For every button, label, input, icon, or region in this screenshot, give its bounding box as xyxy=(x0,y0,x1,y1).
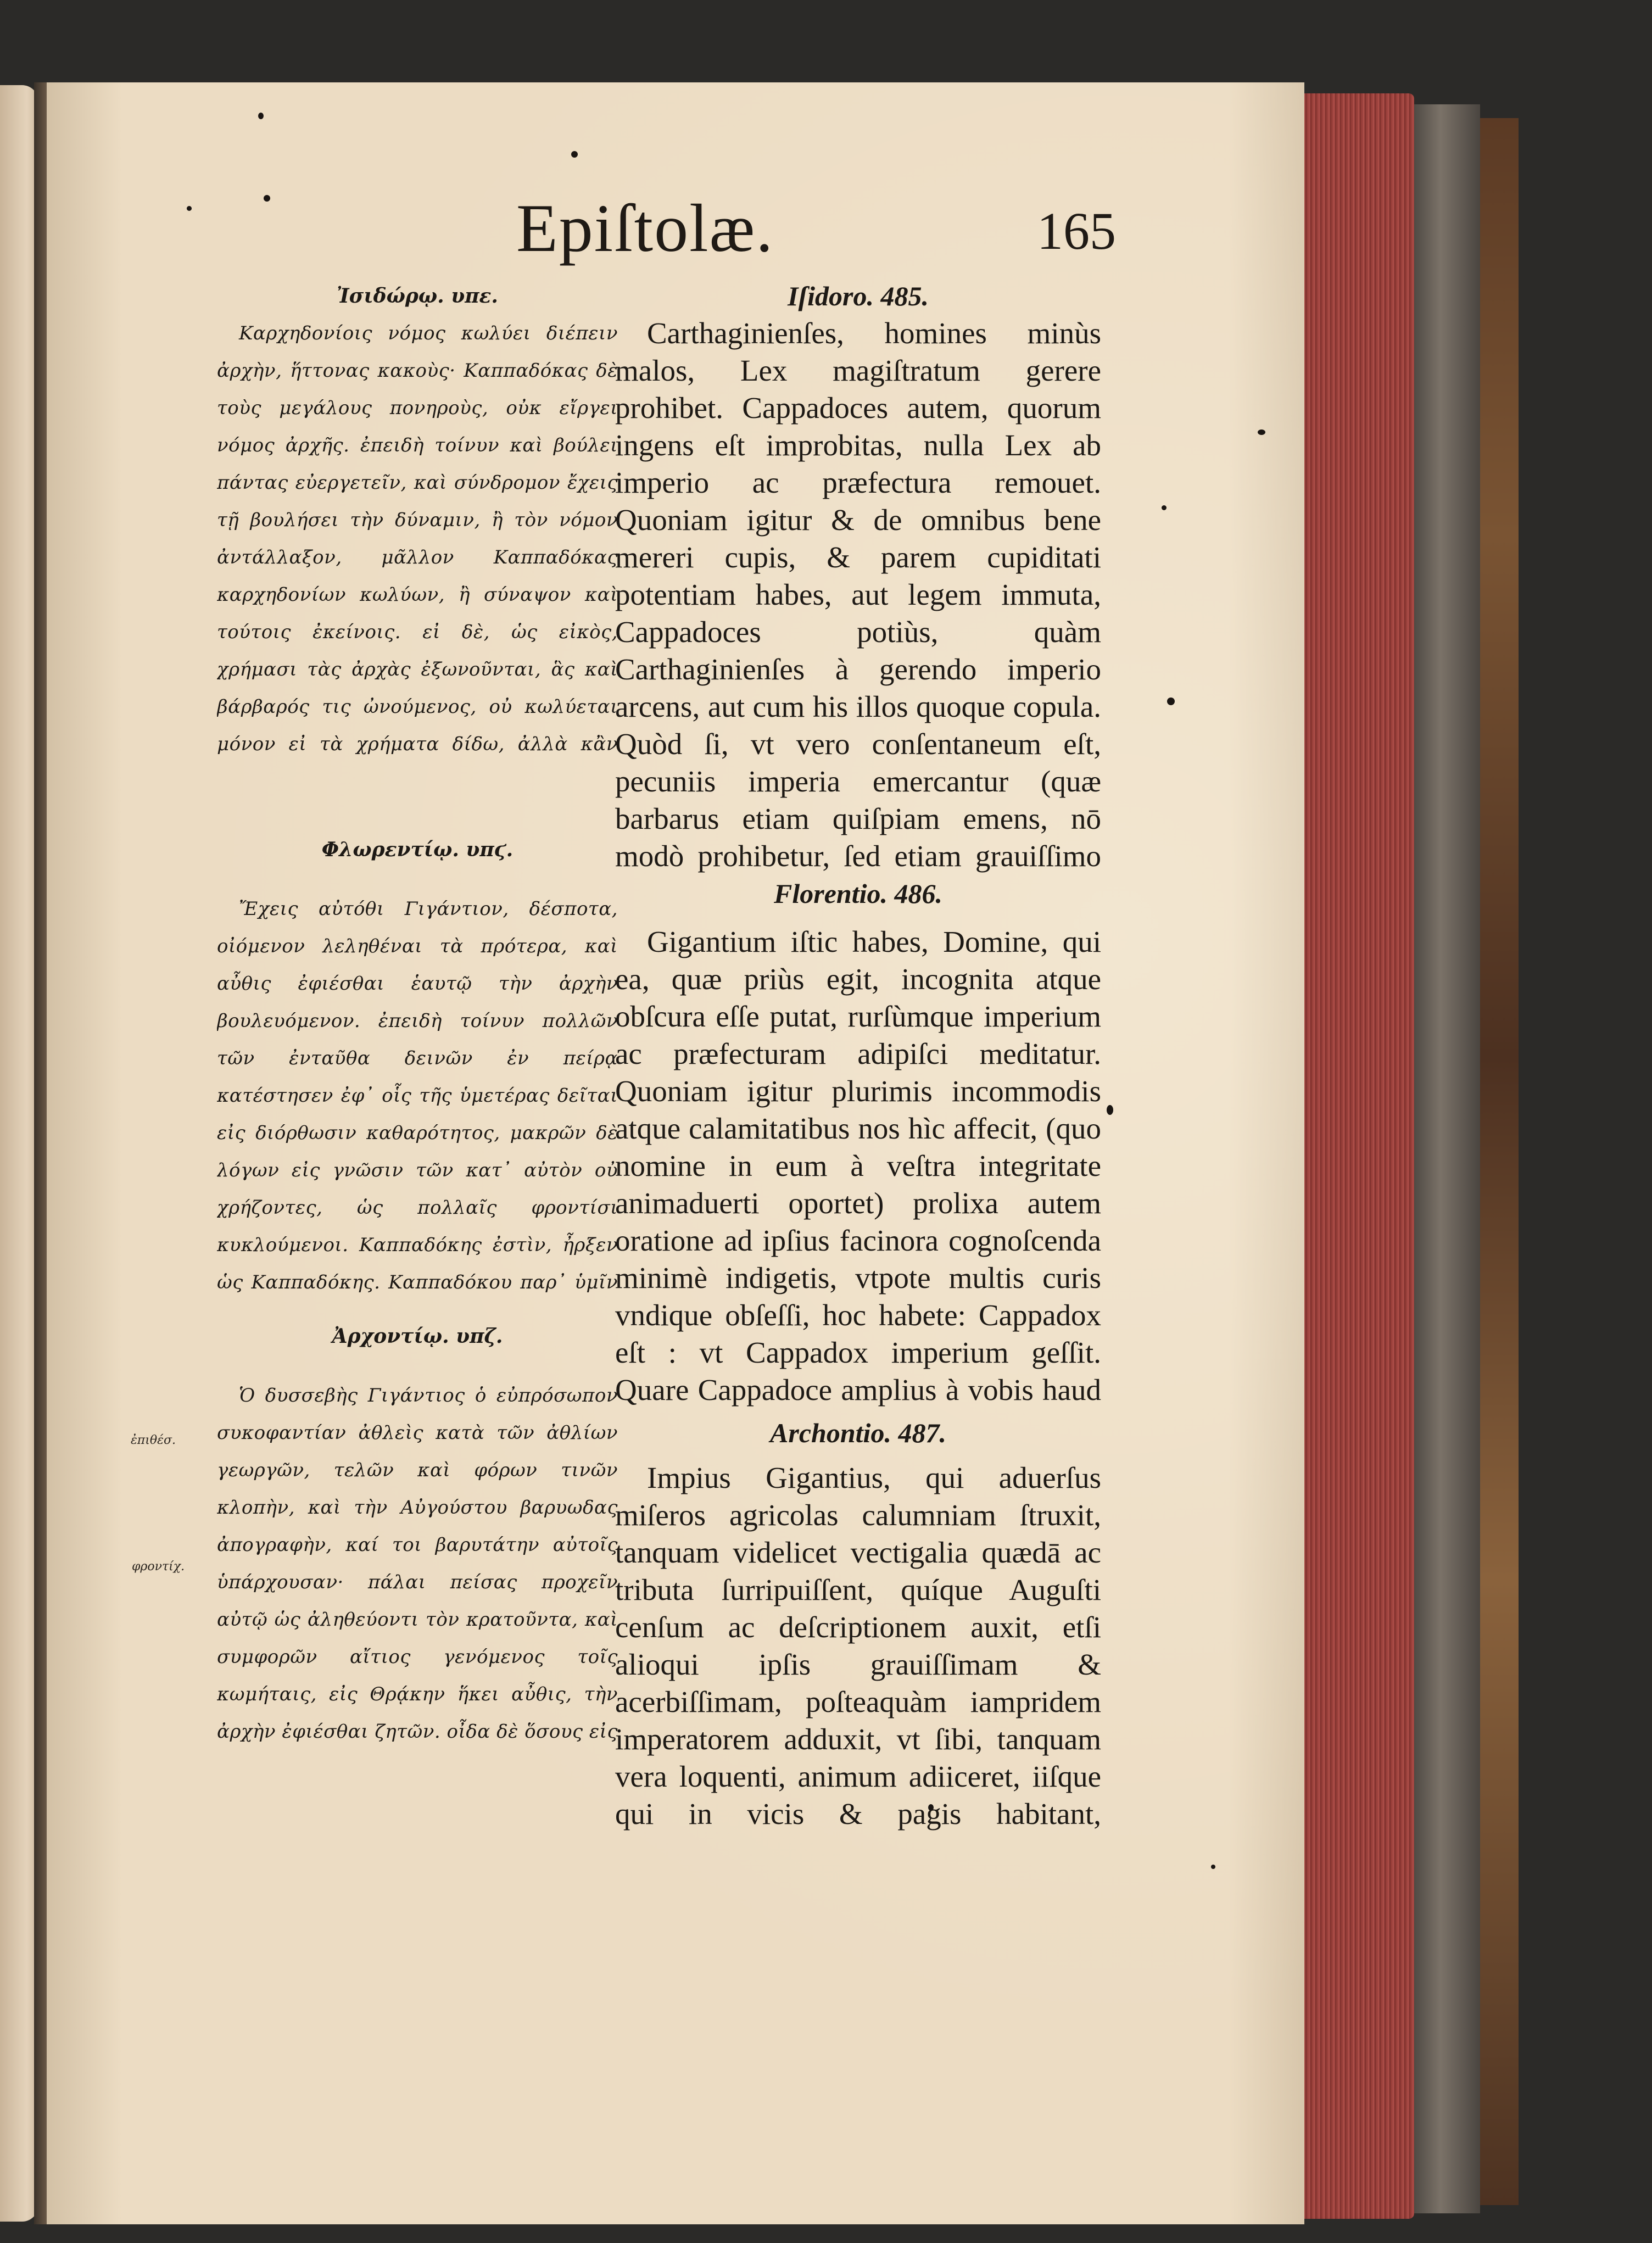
ink-speck xyxy=(1167,698,1175,705)
greek-letter-text: Ἔχεις αὐτόθι Γιγάντιον, δέσποτα, οἰόμενον λεληθέναι τὰ πρότερα, καὶ αὖθις ἐφιέσθαι ἑαυτῷ τὴν ἀρχὴν βουλευόμενον. ἐπειδὴ τοίνυν πολλῶν τῶν ἐνταῦθα δεινῶν ἐν πείρᾳ κατέστησεν ἐφ᾽ οἷς τῆς ὑμετέρας δεῖται εἰς διόρθωσιν καθαρότητος, μακρῶν δὲ λόγων εἰς γνῶσιν τῶν κατ᾽ αὐτὸν οὐ χρήζοντες, ὡς πολλαῖς φροντίσι κυκλούμενοι. Καππαδόκης ἐστὶν, ἦρξεν ὡς Καππαδόκης. Καππαδόκου παρ᾽ ὑμῖν xyxy=(217,898,618,1293)
ink-speck xyxy=(571,151,578,158)
marginal-note: φροντίχ. xyxy=(132,1560,185,1574)
page-number: 165 xyxy=(1037,202,1116,260)
latin-column xyxy=(615,277,1101,1833)
ink-speck xyxy=(187,206,192,211)
greek-letter-text: Ὁ δυσσεβὴς Γιγάντιος ὁ εὐπρόσωπον συκοφαντίαν ἀθλεὶς κατὰ τῶν ἀθλίων γεωργῶν, τελῶν καὶ φόρων τινῶν κλοπὴν, καὶ τὴν Αὐγούστου βαρυωδας ἀπογραφὴν, καί τοι βαρυτάτην αὐτοῖς ὑπάρχουσαν· πάλαι πείσας προχεῖν αὐτῷ ὡς ἀληθεύοντι τὸν κρατοῦντα, καὶ συμφορῶν αἴτιος γενόμενος τοῖς κωμήταις, εἰς Θρᾴκην ἥκει αὖθις, τὴν ἀρχὴν ἐφιέσθαι ζητῶν. οἶδα δὲ ὅσους εἰς xyxy=(217,1385,618,1743)
latin-letter-text: Impius Gigantius, qui aduerſus miſeros agricolas calumniam ſtruxit, tanquam videlicet vectigalia quædā ac tributa ſurripuiſſent, quíque Auguſti cenſum ac deſcriptionem auxit, etſi alioqui ipſis grauiſſimam & acerbiſſimam, poſteaquàm iampridem imperatorem adduxit, vt ſibi, tanquam vera loquenti, animum adiiceret, iiſque qui in vicis & pagis habitant, xyxy=(615,1461,1101,1831)
latin-letter-heading: Iſidoro. 485. xyxy=(788,281,929,311)
latin-letter-text: Gigantium iſtic habes, Domine, qui ea, quæ priùs egit, incognita atque obſcura eſſe putat, rurſùmque imperium ac præfecturam adipiſci meditatur. Quoniam igitur plurimis incommodis atque calamitatibus nos hìc affecit, (quo nomine in eum à veſtra integritate animaduerti oportet) prolixa autem oratione ad ipſius facinora cognoſcenda minimè indigetis, vtpote multis curis vndique obſeſſi, hoc habete: Cappadox eſt : vt Cappadox imperium geſſit. Quare Cappadoce amplius à vobis haud xyxy=(615,925,1101,1407)
greek-letter-text: Καρχηδονίοις νόμος κωλύει διέπειν ἀρχὴν, ἥττονας κακοὺς· Καππαδόκας δὲ τοὺς μεγάλους πονηροὺς, οὐκ εἴργει νόμος ἀρχῆς. ἐπειδὴ τοίνυν καὶ βούλει πάντας εὐεργετεῖν, καὶ σύνδρομον ἔχεις τῇ βουλήσει τὴν δύναμιν, ἢ τὸν νόμον ἀντάλλαξον, μᾶλλον Καππαδόκας καρχηδονίων κωλύων, ἢ σύναψον καὶ τούτοις ἐκείνοις. εἰ δὲ, ὡς εἰκὸς, χρήμασι τὰς ἀρχὰς ἐξωνοῦνται, ἃς καὶ βάρβαρός τις ὠνούμενος, οὐ κωλύεται μόνον εἰ τὰ χρήματα δίδω, ἀλλὰ κἂν xyxy=(217,322,618,755)
marbled-cover xyxy=(1480,118,1519,2205)
marginal-note: ἐπιθέσ. xyxy=(131,1433,176,1447)
left-page-edge xyxy=(0,85,38,2222)
latin-letter-text: Carthaginienſes, homines minùs malos, Lex magiſtratum gerere prohibet. Cappadoces autem, quorum ingens eſt improbitas, nulla Lex ab imperio ac præfectura remouet. Quoniam igitur & de omnibus bene mereri cupis, & parem cupiditati potentiam habes, aut legem immuta, Cappadoces potiùs, quàm Carthaginienſes à gerendo imperio arcens, aut cum his illos quoque copula. Quòd ſi, vt vero conſentaneum eſt, pecuniis imperia emercantur (quæ barbarus etiam quiſpiam emens, nō modò prohibetur, ſed etiam grauiſſimo xyxy=(615,316,1101,873)
greek-column xyxy=(217,277,618,1750)
ink-speck xyxy=(258,113,264,119)
latin-letter-heading: Florentio. 486. xyxy=(774,878,942,909)
ink-speck xyxy=(1258,429,1265,435)
ink-speck xyxy=(1162,505,1167,510)
ink-speck xyxy=(1211,1865,1215,1869)
greek-letter-heading: Φλωρεντίῳ. υπϛ. xyxy=(321,838,514,861)
greek-letter-heading: Ἰσιδώρῳ. υπε. xyxy=(337,284,498,308)
book-fore-edge xyxy=(1288,93,1414,2219)
running-title: Epiſtolæ. xyxy=(516,191,774,266)
ink-speck xyxy=(1107,1105,1113,1115)
latin-letter-heading: Archontio. 487. xyxy=(770,1418,946,1448)
ink-speck xyxy=(264,195,270,202)
greek-letter-heading: Ἀρχοντίῳ. υπζ. xyxy=(332,1325,503,1348)
book-cover-board xyxy=(1414,104,1480,2213)
